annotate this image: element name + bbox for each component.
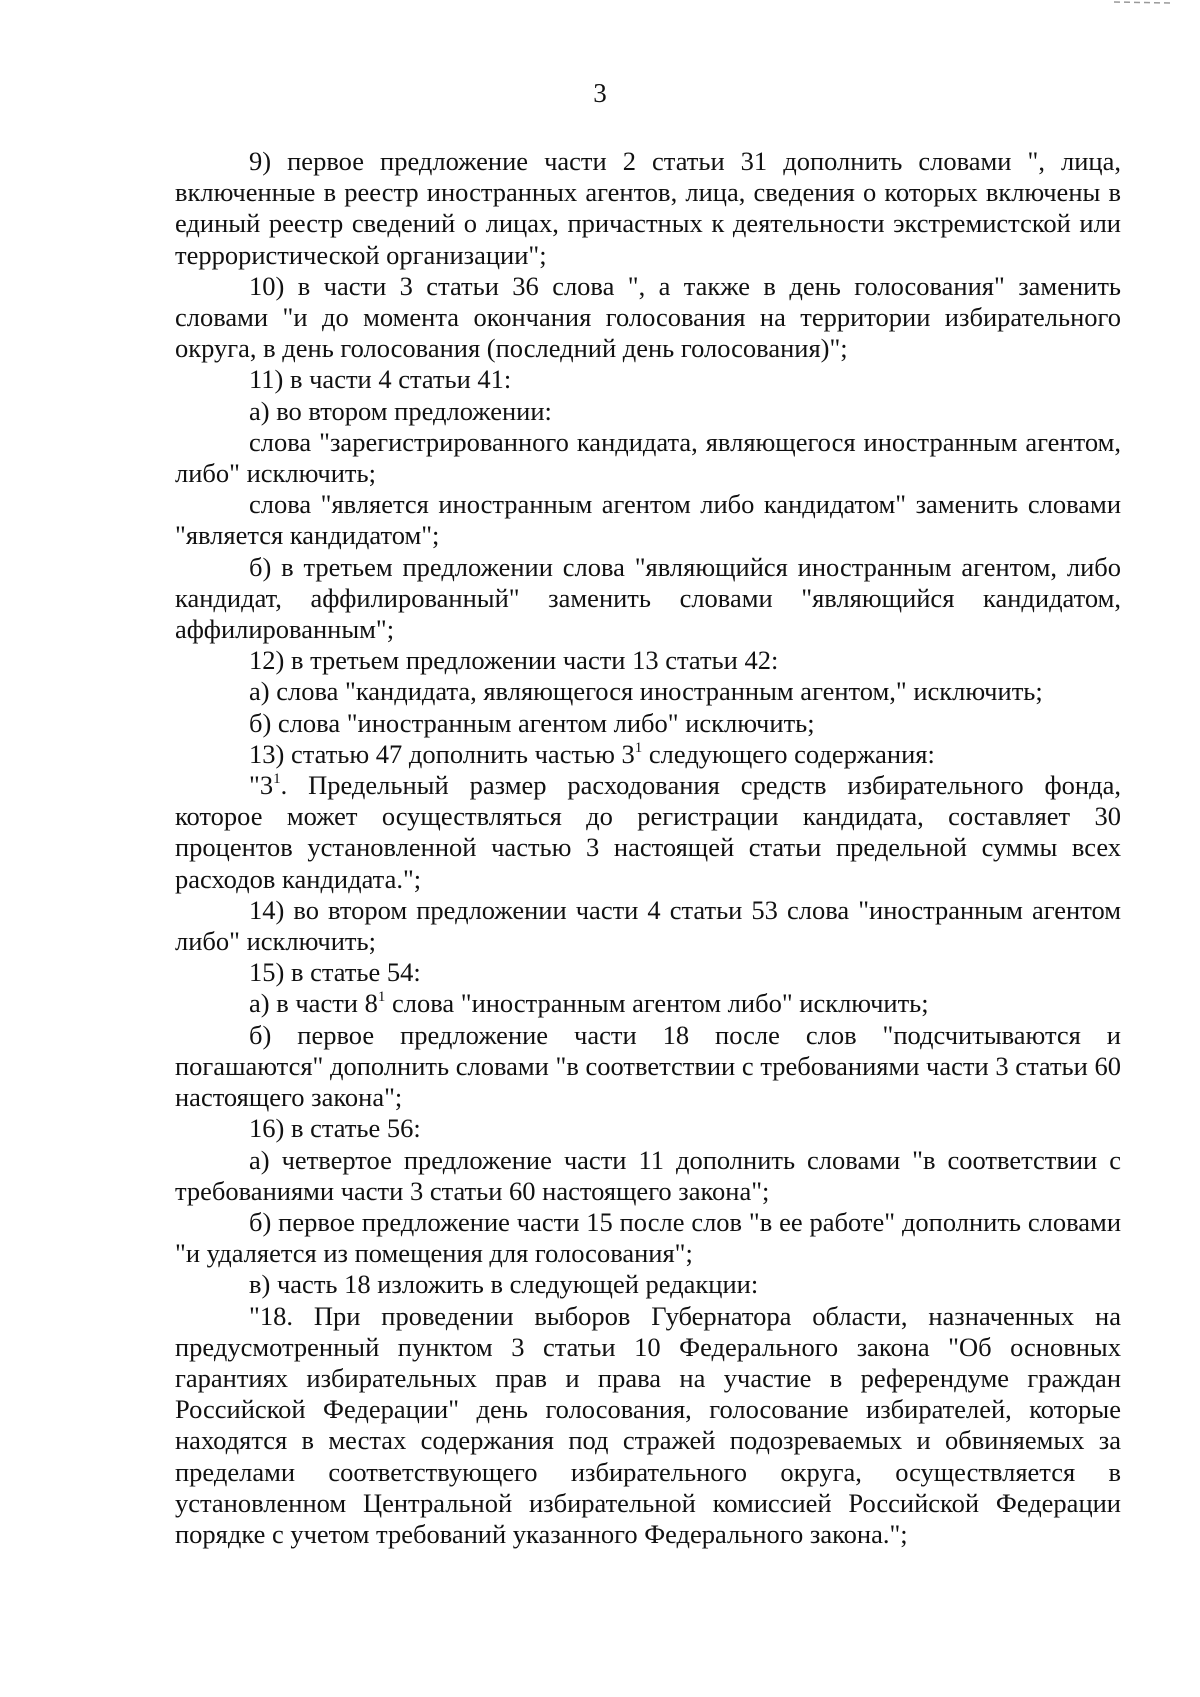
paragraph-item-12: 12) в третьем предложении части 13 статьи 42: xyxy=(249,645,779,676)
paragraph-item-13-text xyxy=(175,770,1121,895)
paragraph-item-11: 11) в части 4 статьи 41: xyxy=(249,364,512,395)
paragraph-text-before: а) в части 8 xyxy=(249,988,378,1019)
superscript-index: 1 xyxy=(377,989,386,1006)
paragraph-item-14: 14) во втором предложении части 4 статьи 53 слова "иностранным агентом либо" исключить; xyxy=(175,894,1121,957)
page-number: 3 xyxy=(593,78,607,108)
superscript-index: 1 xyxy=(273,771,281,788)
paragraph-item-10: 10) в части 3 статьи 36 слова ", а также в день голосования" заменить словами "и до момента окончания голосования на территории избирательного округа, в день голосования (последний день голосования)"; xyxy=(175,270,1121,364)
document-body xyxy=(175,146,1121,1550)
paragraph-item-11-a: а) во втором предложении: xyxy=(249,395,552,426)
paragraph-item-15-a xyxy=(175,988,1121,1019)
paragraph-item-12-a: а) слова "кандидата, являющегося иностранным агентом," исключить; xyxy=(249,676,1043,707)
paragraph-item-16: 16) в статье 56: xyxy=(249,1113,421,1144)
paragraph-item-15: 15) в статье 54: xyxy=(249,957,421,988)
paragraph-item-15-b: б) первое предложение части 18 после слов "подсчитываются и погашаются" дополнить словами "в соответствии с требованиями части 3 статьи 60 настоящего закона"; xyxy=(175,1019,1121,1113)
paragraph-text-before: 13) статью 47 дополнить частью 3 xyxy=(249,738,635,769)
scan-edge-mark xyxy=(1112,0,1172,6)
paragraph-text-before: "3 xyxy=(249,770,274,801)
paragraph-item-11-a-1: слова "зарегистрированного кандидата, являющегося иностранным агентом, либо" исключить; xyxy=(175,426,1121,489)
paragraph-item-11-b: б) в третьем предложении слова "являющийся иностранным агентом, либо кандидат, аффилированный" заменить словами "являющийся кандидатом, аффилированным"; xyxy=(175,551,1121,645)
superscript-index: 1 xyxy=(634,739,643,756)
paragraph-item-16-a: а) четвертое предложение части 11 дополнить словами "в соответствии с требованиями части 3 статьи 60 настоящего закона"; xyxy=(175,1144,1121,1206)
paragraph-item-12-b: б) слова "иностранным агентом либо" исключить; xyxy=(249,707,815,738)
paragraph-item-13 xyxy=(175,739,1121,770)
paragraph-item-11-a-2: слова "является иностранным агентом либо кандидатом" заменить словами "является кандидатом"; xyxy=(175,489,1121,551)
paragraph-item-18-text: "18. При проведении выборов Губернатора области, назначенных на предусмотренный пунктом 3 статьи 10 Федерального закона "Об основных гарантиях избирательных прав и права на участие в референдуме граждан Российской Федерации" день голосования, голосование избирателей, которые находятся в местах содержания под стражей подозреваемых и обвиняемых за пределами соответствующего избирательного округа, осуществляется в установленном Центральной избирательной комиссией Российской Федерации порядке с учетом требований указанного Федерального закона."; xyxy=(175,1300,1121,1549)
paragraph-text-after: слова "иностранным агентом либо" исключить; xyxy=(385,988,929,1019)
paragraph-item-9: 9) первое предложение части 2 статьи 31 дополнить словами ", лица, включенные в реестр иностранных агентов, лица, сведения о которых включены в единый реестр сведений о лицах, причастных к деятельности экстремистской или террористической организации"; xyxy=(175,146,1121,270)
paragraph-item-16-b: б) первое предложение части 15 после слов "в ее работе" дополнить словами "и удаляется из помещения для голосования"; xyxy=(175,1206,1121,1269)
paragraph-text-after: . Предельный размер расходования средств избирательного фонда, которое может осуществляться до регистрации кандидата, составляет 30 процентов установленной частью 3 настоящей статьи предельной суммы всех расходов кандидата."; xyxy=(175,770,1121,894)
paragraph-item-16-v: в) часть 18 изложить в следующей редакции: xyxy=(249,1269,759,1300)
paragraph-text-after: следующего содержания: xyxy=(642,738,935,769)
